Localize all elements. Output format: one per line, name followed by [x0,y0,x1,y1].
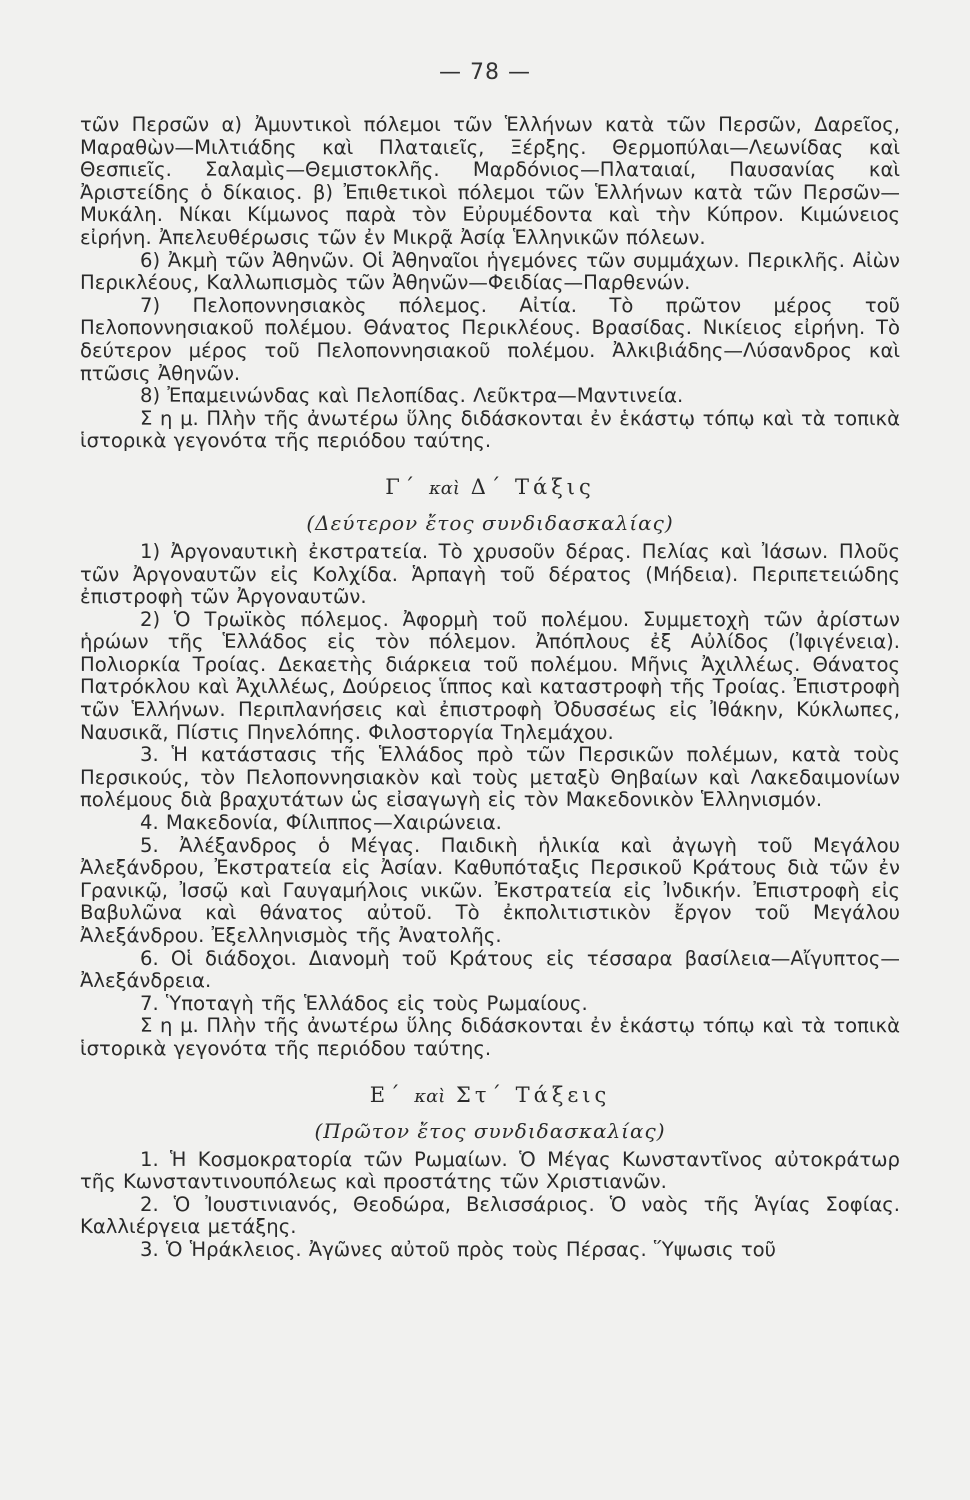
section-heading-g-d [80,475,900,499]
section-g-note: Σ η μ. Πλὴν τῆς ἀνωτέρω ὕλης διδάσκονται ἐν ἑκάστῳ τόπῳ καὶ τὰ τοπικὰ ἱστορικὰ γεγονότα τῆς περιόδου ταύτης. [80,1014,900,1060]
section-heading-e-conj: καὶ [414,1085,446,1107]
section-g-item-3: 3. Ἡ κατάστασις τῆς Ἑλλάδος πρὸ τῶν Περσικῶν πολέμων, κατὰ τοὺς Περσικούς, τὸν Πελοποννησιακὸν καὶ τοὺς μεταξὺ Θηβαίων καὶ Λακεδαιμονίων πολέμους διὰ βραχυτάτων ὡς εἰσαγωγὴ εἰς τὸν Μακεδονικὸν Ἑλληνισμόν. [80,743,900,812]
intro-item-6: 6) Ἀκμὴ τῶν Ἀθηνῶν. Οἱ Ἀθηναῖοι ἡγεμόνες τῶν συμμάχων. Περικλῆς. Αἰὼν Περικλέους, Καλλωπισμὸς τῶν Ἀθηνῶν—Φειδίας—Παρθενών. [80,248,900,295]
section-e-item-1: 1. Ἡ Κοσμοκρατορία τῶν Ρωμαίων. Ὁ Μέγας Κωνσταντῖνος αὐτοκράτωρ τῆς Κωνσταντινουπόλεως καὶ προστάτης τῶν Χριστιανῶν. [80,1147,900,1194]
intro-note: Σ η μ. Πλὴν τῆς ἀνωτέρω ὕλης διδάσκονται ἐν ἑκάστῳ τόπῳ καὶ τὰ τοπικὰ ἱστορικὰ γεγονότα τῆς περιόδου ταύτης. [80,406,900,453]
section-e-item-3: 3. Ὁ Ἡράκλειος. Ἀγῶνες αὐτοῦ πρὸς τοὺς Πέρσας. Ὕψωσις τοῦ [140,1237,776,1261]
section-heading-g-left: Γ΄ [385,474,419,499]
section-subheading-e-st: (Πρῶτον ἔτος συνδιδασκαλίας) [314,1118,666,1143]
section-g-item-6: 6. Οἱ διάδοχοι. Διανομὴ τοῦ Κράτους εἰς τέσσαρα βασίλεια—Αἴγυπτος—Ἀλεξάνδρεια. [80,946,900,993]
section-e-item-2: 2. Ὁ Ἰουστινιανός, Θεοδώρα, Βελισσάριος. Ὁ ναὸς τῆς Ἁγίας Σοφίας. Καλλιέργεια μετάξης. [80,1192,900,1239]
intro-paragraph: τῶν Περσῶν α) Ἀμυντικοὶ πόλεμοι τῶν Ἑλλήνων κατὰ τῶν Περσῶν, Δαρεῖος, Μαραθὼν—Μιλτιάδης καὶ Πλαταιεῖς, Ξέρξης. Θερμοπύλαι—Λεωνίδας καὶ Θεσπιεῖς. Σαλαμὶς—Θεμιστοκλῆς. Μαρδόνιος—Πλαταιαί, Παυσανίας καὶ Ἀριστείδης ὁ δίκαιος. β) Ἐπιθετικοὶ πόλεμοι τῶν Ἑλλήνων κατὰ τῶν Περσῶν—Μυκάλη. Νίκαι Κίμωνος παρὰ τὸν Εὐρυμέδοντα καὶ τὴν Κύπρον. Κιμώνειος εἰρήνη. Ἀπελευθέρωσις τῶν ἐν Μικρᾷ Ἀσίᾳ Ἑλληνικῶν πόλεων. [80,113,900,249]
section-g-item-7: 7. Ὑποταγὴ τῆς Ἑλλάδος εἰς τοὺς Ρωμαίους. [140,991,588,1015]
page-number: — 78 — [439,60,531,85]
section-subheading-g-d: (Δεύτερον ἔτος συνδιδασκαλίας) [306,510,674,535]
section-g-item-4: 4. Μακεδονία, Φίλιππος—Χαιρώνεια. [140,811,502,835]
section-g-item-2: 2) Ὁ Τρωϊκὸς πόλεμος. Ἀφορμὴ τοῦ πολέμου. Συμμετοχὴ τῶν ἀρίστων ἡρώων τῆς Ἑλλάδος εἰς τὸν πόλεμον. Ἀπόπλους ἐξ Αὐλίδος (Ἰφιγένεια). Πολιορκία Τροίας. Δεκαετὴς διάρκεια τοῦ πολέμου. Μῆνις Ἀχιλλέως. Θάνατος Πατρόκλου καὶ Ἀχιλλέως, Δούρειος ἵππος καὶ καταστροφὴ τῆς Τροίας. Ἐπιστροφὴ τῶν Ἑλλήνων. Περιπλανήσεις καὶ ἐπιστροφὴ Ὀδυσσέως εἰς Ἰθάκην, Κύκλωπες, Ναυσικᾶ, Πίστις Πηνελόπης. Φιλοστοργία Τηλεμάχου. [80,607,900,744]
section-heading-e-st [80,1083,900,1107]
intro-item-7: 7) Πελοποννησιακὸς πόλεμος. Αἰτία. Τὸ πρῶτον μέρος τοῦ Πελοποννησιακοῦ πολέμου. Θάνατος Περικλέους. Βρασίδας. Νικίειος εἰρήνη. Τὸ δεύτερον μέρος τοῦ Πελοποννησιακοῦ πολέμου. Ἀλκιβιάδης—Λύσανδρος καὶ πτῶσις Ἀθηνῶν. [80,293,900,385]
section-heading-e-left: Ε΄ [369,1082,404,1107]
section-g-item-1: 1) Ἀργοναυτικὴ ἐκστρατεία. Τὸ χρυσοῦν δέρας. Πελίας καὶ Ἰάσων. Πλοῦς τῶν Ἀργοναυτῶν εἰς Κολχίδα. Ἁρπαγὴ τοῦ δέρατος (Μήδεια). Περιπετειώδης ἐπιστροφὴ τῶν Ἀργοναυτῶν. [80,539,900,609]
intro-item-8: 8) Ἐπαμεινώνδας καὶ Πελοπίδας. Λεῦκτρα—Μαντινεία. [140,384,684,408]
section-g-item-5: 5. Ἀλέξανδρος ὁ Μέγας. Παιδικὴ ἡλικία καὶ ἀγωγὴ τοῦ Μεγάλου Ἀλεξάνδρου, Ἐκστρατεία εἰς Ἀσίαν. Καθυπόταξις Περσικοῦ Κράτους διὰ τῶν ἐν Γρανικῷ, Ἰσσῷ καὶ Γαυγαμήλοις νικῶν. Ἐκστρατεία εἰς Ἰνδικήν. Ἐπιστροφὴ εἰς Βαβυλῶνα καὶ θάνατος αὐτοῦ. Τὸ ἐκπολιτιστικὸν ἔργον τοῦ Μεγάλου Ἀλεξάνδρου. Ἐξελληνισμὸς τῆς Ἀνατολῆς. [80,833,900,947]
page-body [80,114,900,1262]
section-heading-g-right: Δ΄ Τάξις [470,474,595,499]
section-heading-g-conj: καὶ [428,477,460,499]
section-heading-e-right: Στ΄ Τάξεις [455,1082,611,1107]
